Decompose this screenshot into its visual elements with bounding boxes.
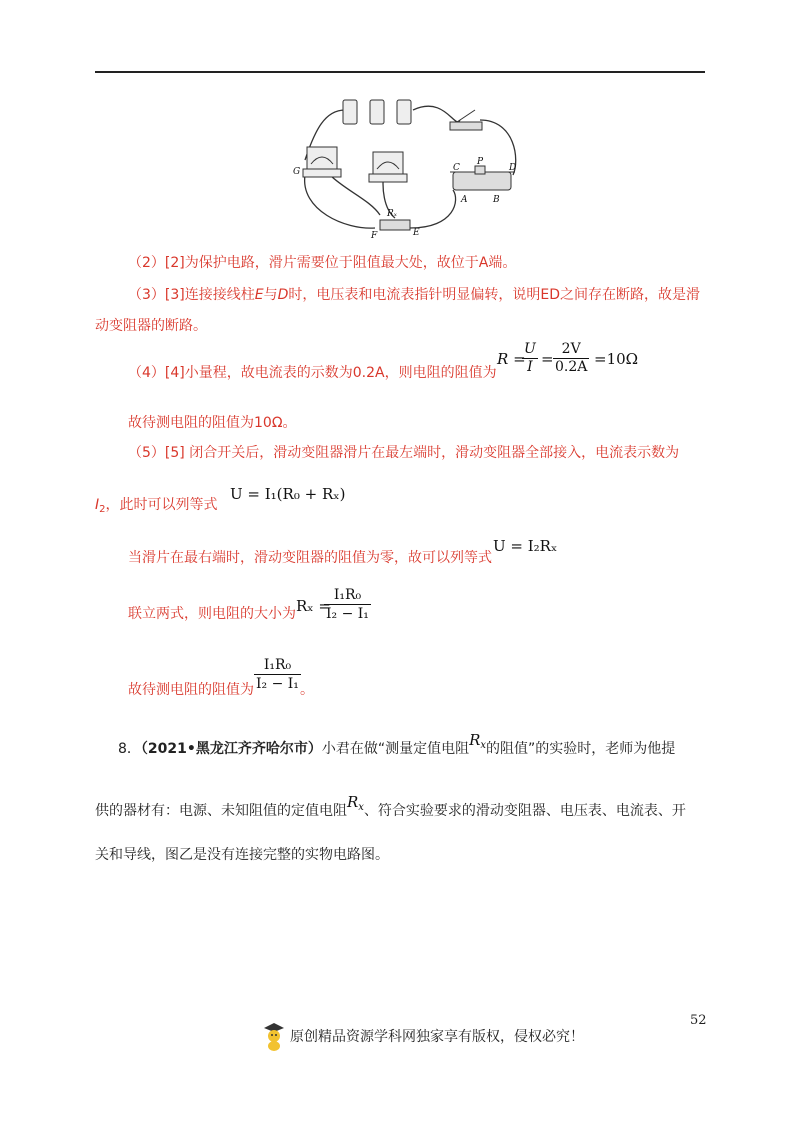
answer-line-3b: 动变阻器的断路。 xyxy=(95,318,207,334)
formula-r-frac1: $\frac{U}{I}$ xyxy=(524,341,536,375)
formula-rx-frac: $\frac{\text{I₁R₀}}{\text{I₂ − I₁}}$ xyxy=(326,587,369,622)
label-e: E xyxy=(413,228,420,238)
answer-line-5b: $I_2$，此时可以列等式 xyxy=(95,497,218,515)
formula-final-frac: $\frac{\text{I₁R₀}}{\text{I₂ − I₁}}$ xyxy=(256,657,299,692)
formula-r-rhs: =10Ω xyxy=(594,350,639,368)
label-d: D xyxy=(509,163,517,173)
label-g: G xyxy=(293,167,301,177)
formula-r-eq: = xyxy=(541,350,554,368)
answer-line-3a: （3）[3]连接接线柱E与D时，电压表和电流表指针明显偏转，说明ED之间存在断路，故是滑 xyxy=(128,287,701,303)
formula-u-2: U = I₂Rₓ xyxy=(493,537,558,555)
formula-r-lhs: R = xyxy=(497,350,526,368)
answer-line-4: （4）[4]小量程，故电流表的示数为0.2A，则电阻的阻值为 xyxy=(128,365,497,381)
formula-rx-lhs: Rₓ = xyxy=(296,597,331,615)
question-8-line-2: 供的器材有：电源、未知阻值的定值电阻$R_x$、符合实验要求的滑动变阻器、电压表、电流表、开 xyxy=(95,793,686,819)
label-rx: Rₓ xyxy=(387,209,397,219)
label-p: P xyxy=(477,157,484,167)
formula-r-frac2: $\frac{2V}{0.2A}$ xyxy=(555,341,588,375)
label-b: B xyxy=(493,195,500,205)
circuit-diagram xyxy=(285,90,535,240)
label-a: A xyxy=(461,195,468,205)
label-f: F xyxy=(371,231,378,240)
page-number: 52 xyxy=(690,1013,707,1028)
answer-line-5e: 故待测电阻的阻值为 xyxy=(128,682,254,698)
answer-line-4b: 故待测电阻的阻值为10Ω。 xyxy=(128,415,297,431)
answer-line-5c: 当滑片在最右端时，滑动变阻器的阻值为零，故可以列等式 xyxy=(128,550,492,566)
label-c: C xyxy=(453,163,460,173)
footer-copyright: 原创精品资源学科网独家享有版权，侵权必究！ xyxy=(262,1020,584,1052)
scholar-mascot-icon xyxy=(262,1020,286,1052)
answer-line-5a: （5）[5] 闭合开关后，滑动变阻器滑片在最左端时，滑动变阻器全部接入，电流表示数为 xyxy=(128,445,680,461)
formula-u-1: U = I₁(R₀ + Rₓ) xyxy=(230,485,346,503)
question-8-line-3: 关和导线，图乙是没有连接完整的实物电路图。 xyxy=(95,847,389,863)
header-rule xyxy=(95,71,705,73)
answer-line-5e-end: 。 xyxy=(300,682,314,698)
answer-line-2: （2）[2]为保护电路，滑片需要位于阻值最大处，故位于A端。 xyxy=(128,255,517,271)
question-8-line-1: 8．（2021•黑龙江齐齐哈尔市）小君在做“测量定值电阻$R_x$的阻值”的实验时，老师为他提 xyxy=(118,731,676,757)
answer-line-5d: 联立两式，则电阻的大小为 xyxy=(128,606,296,622)
